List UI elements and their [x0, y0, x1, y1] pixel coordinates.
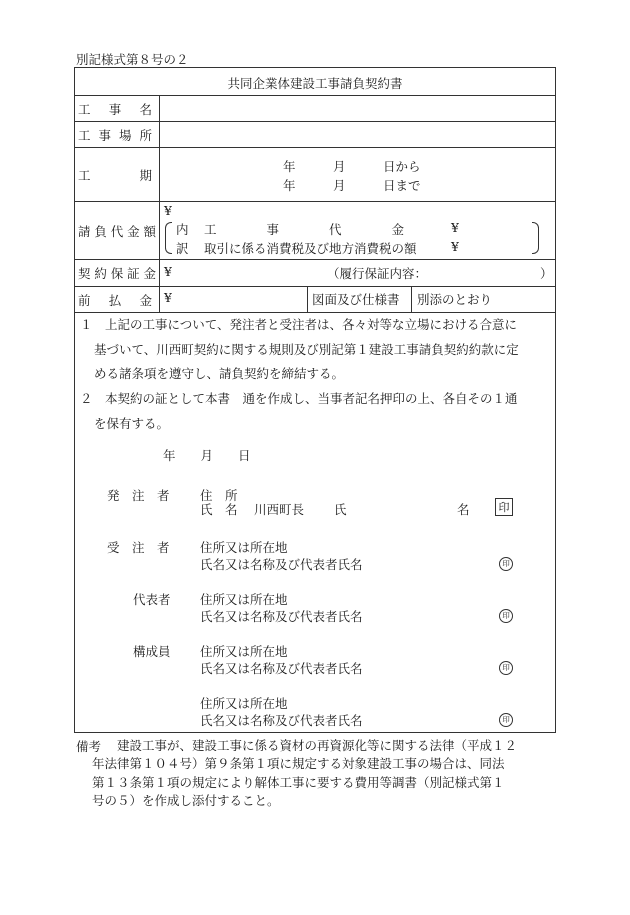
advance-yen: ¥: [164, 290, 172, 305]
tax-yen: ¥: [451, 239, 459, 254]
member-seal: 印: [499, 661, 513, 675]
drawings-label: 図面及び仕様書: [312, 292, 400, 307]
label-deposit: 契 約 保 証 金: [78, 266, 156, 281]
label-project-name: 工 事 名: [78, 101, 152, 117]
notes-text-cont: 年法律第１０４号）第９条第１項に規定する対象建設工事の場合は、同法 第１３条第１項の規定により解体工事に要する費用等調書（別記様式第１ 号の５）を作成し添付すること。: [92, 756, 505, 808]
orderer-honorific: 氏: [334, 502, 347, 517]
divider: [74, 201, 556, 202]
divider: [74, 95, 556, 96]
contractor-name: 氏名又は名称及び代表者氏名: [200, 557, 363, 572]
bracket-right: [532, 222, 539, 254]
orderer-label: 発 注 者: [107, 488, 170, 503]
deposit-close: ）: [540, 266, 553, 281]
member2-name: 氏名又は名称及び代表者氏名: [200, 713, 363, 728]
bracket-left: [165, 222, 172, 254]
label-advance: 前 払 金: [78, 292, 152, 308]
member-address: 住所又は所在地: [200, 644, 288, 659]
representative-seal: 印: [499, 609, 513, 623]
orderer-seal: 印: [495, 498, 513, 516]
representative-label: 代表者: [133, 592, 171, 607]
label-contract-amount: 請 負 代 金 額: [78, 223, 156, 239]
contractor-label: 受 注 者: [107, 540, 170, 555]
period-end: 年 月 日まで: [283, 178, 421, 193]
column-divider: [307, 286, 308, 312]
contractor-seal: 印: [499, 557, 513, 571]
orderer-name-value: 川西町長: [254, 502, 305, 517]
label-period: 工 期: [78, 167, 152, 183]
orderer-name-label: 氏 名: [200, 502, 238, 517]
orderer-address-label: 住 所: [200, 488, 238, 503]
column-divider: [411, 286, 412, 312]
label-project-site: 工 事 場 所: [78, 127, 152, 143]
member-label: 構成員: [133, 644, 171, 659]
tax-label: 取引に係る消費税及び地方消費税の額: [204, 241, 417, 256]
orderer-name-suffix: 名: [457, 502, 470, 517]
deposit-yen: ¥: [164, 264, 172, 279]
amount-yen: ¥: [164, 203, 172, 218]
representative-address: 住所又は所在地: [200, 592, 288, 607]
divider: [74, 286, 556, 287]
construction-fee-label: 工 事 代 金: [204, 222, 405, 237]
clause-2: ２ 本契約の証として本書 通を作成し、当事者記名押印の上、各自その１通 を保有する。: [80, 391, 518, 431]
construction-fee-yen: ¥: [451, 220, 459, 235]
document-title: 共同企業体建設工事請負契約書: [227, 76, 403, 91]
drawings-value: 別添のとおり: [417, 292, 493, 307]
member2-address: 住所又は所在地: [200, 696, 288, 711]
member-name: 氏名又は名称及び代表者氏名: [200, 661, 363, 676]
contractor-address: 住所又は所在地: [200, 540, 288, 555]
column-divider: [159, 95, 160, 312]
divider: [74, 259, 556, 260]
breakdown-note: 訳: [176, 241, 189, 256]
notes-text: 建設工事が、建設工事に係る資材の再資源化等に関する法律（平成１２: [117, 738, 518, 753]
performance-guarantee: （履行保証内容：: [327, 266, 428, 281]
form-number: 別記様式第８号の２: [76, 52, 189, 67]
breakdown-label: 内: [176, 222, 189, 237]
period-start: 年 月 日から: [283, 159, 421, 174]
signing-date: 年 月 日: [163, 448, 251, 463]
notes-label: 備考: [76, 739, 102, 754]
divider: [74, 121, 556, 122]
divider: [74, 147, 556, 148]
member2-seal: 印: [499, 713, 513, 727]
clause-1: １ 上記の工事について、発注者と受注者は、各々対等な立場における合意に 基づいて、川西町契約に関する規則及び別記第１建設工事請負契約約款に定 める諸条項を遵守し、請負契約を締結する。: [80, 317, 519, 381]
representative-name: 氏名又は名称及び代表者氏名: [200, 609, 363, 624]
